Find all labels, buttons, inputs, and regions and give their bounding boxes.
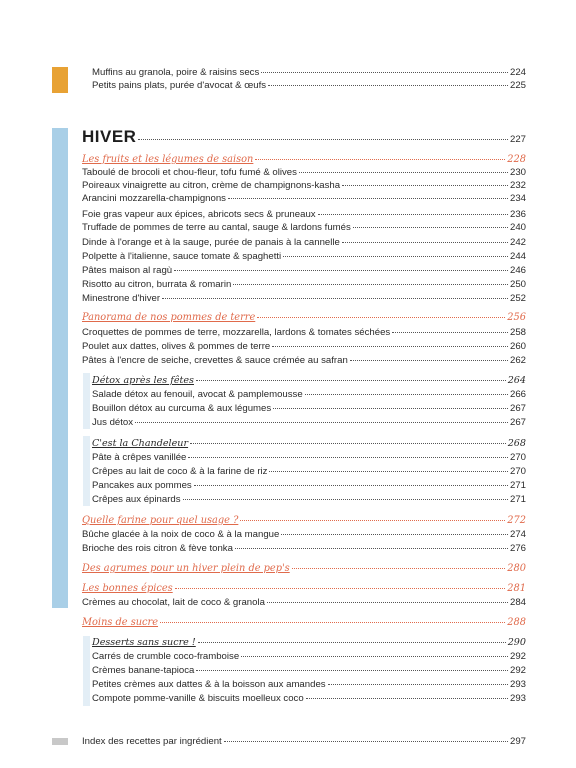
toc-entry[interactable]: Risotto au citron, burrata & romarin 250 — [82, 279, 526, 290]
subcategory-desserts-sans-sucre[interactable]: Desserts sans sucre ! 290 — [92, 637, 526, 648]
toc-entry[interactable]: Pâte à crêpes vanillée 270 — [92, 452, 526, 463]
toc-entry[interactable]: Arancini mozzarella-champignons 234 — [82, 193, 526, 204]
toc-entry[interactable]: Dinde à l'orange et à la sauge, purée de panais à la cannelle 242 — [82, 237, 526, 248]
toc-entry[interactable]: Jus détox 267 — [92, 417, 526, 428]
toc-entry[interactable]: Foie gras vapeur aux épices, abricots secs & pruneaux 236 — [82, 209, 526, 220]
toc-entry[interactable]: Bouillon détox au curcuma & aux légumes 267 — [92, 403, 526, 414]
subcategory-detox[interactable]: Détox après les fêtes 264 — [92, 375, 526, 386]
category-farine[interactable]: Quelle farine pour quel usage ? 272 — [82, 515, 526, 526]
subsection-group-2 — [92, 636, 526, 716]
subcategory-chandeleur[interactable]: C'est la Chandeleur 268 — [92, 438, 526, 449]
toc-entry[interactable]: Muffins au granola, poire & raisins secs 224 — [92, 67, 526, 78]
toc-entry[interactable]: Minestrone d'hiver 252 — [82, 293, 526, 304]
toc-entry[interactable]: Crêpes au lait de coco & à la farine de riz 270 — [92, 466, 526, 477]
toc-entry[interactable]: Carrés de crumble coco-framboise 292 — [92, 651, 526, 662]
index-entry[interactable]: Index des recettes par ingrédient 297 — [82, 736, 526, 747]
toc-entry[interactable]: Compote pomme-vanille & biscuits moelleux coco 293 — [92, 693, 526, 704]
toc-entry[interactable]: Crêpes aux épinards 271 — [92, 494, 526, 505]
category-pommes-de-terre[interactable]: Panorama de nos pommes de terre 256 — [82, 312, 526, 323]
toc-entry[interactable]: Petites crèmes aux dattes & à la boisson aux amandes 293 — [92, 679, 526, 690]
toc-entry[interactable]: Taboulé de brocoli et chou-fleur, tofu fumé & olives 230 — [82, 167, 526, 178]
toc-entry[interactable]: Crèmes au chocolat, lait de coco & granola 284 — [82, 597, 526, 608]
toc-entry[interactable]: Poulet aux dattes, olives & pommes de terre 260 — [82, 341, 526, 352]
toc-entry[interactable]: Polpette à l'italienne, sauce tomate & spaghetti 244 — [82, 251, 526, 262]
toc-entry[interactable]: Pancakes aux pommes 271 — [92, 480, 526, 491]
toc-entry[interactable]: Brioche des rois citron & fève tonka 276 — [82, 543, 526, 554]
category-moins-de-sucre[interactable]: Moins de sucre 288 — [82, 617, 526, 628]
toc-entry[interactable]: Crèmes banane-tapioca 292 — [92, 665, 526, 676]
index-accent-bar — [52, 738, 68, 745]
toc-entry[interactable]: Poireaux vinaigrette au citron, crème de champignons-kasha 232 — [82, 180, 526, 191]
toc-entry[interactable]: Truffade de pommes de terre au cantal, sauge & lardons fumés 240 — [82, 222, 526, 233]
toc-entry[interactable]: Salade détox au fenouil, avocat & pamplemousse 266 — [92, 389, 526, 400]
winter-accent-bar — [52, 128, 68, 608]
toc-entry[interactable]: Croquettes de pommes de terre, mozzarella, lardons & tomates séchées 258 — [82, 327, 526, 338]
toc-entry[interactable]: Bûche glacée à la noix de coco & à la mangue 274 — [82, 529, 526, 540]
category-epices[interactable]: Les bonnes épices 281 — [82, 583, 526, 594]
toc-main — [82, 153, 526, 713]
toc-entry[interactable]: Pâtes à l'encre de seiche, crevettes & sauce crémée au safran 262 — [82, 355, 526, 366]
toc-entry[interactable]: Petits pains plats, purée d'avocat & œufs 225 — [92, 80, 526, 91]
subsection-group-1 — [92, 374, 526, 514]
category-agrumes[interactable]: Des agrumes pour un hiver plein de pep's 280 — [82, 563, 526, 574]
category-fruits-legumes[interactable]: Les fruits et les légumes de saison 228 — [82, 154, 526, 165]
season-heading[interactable]: HIVER 227 — [82, 127, 526, 146]
toc-entry[interactable]: Pâtes maison al ragù 246 — [82, 265, 526, 276]
autumn-accent-bar — [52, 67, 68, 93]
